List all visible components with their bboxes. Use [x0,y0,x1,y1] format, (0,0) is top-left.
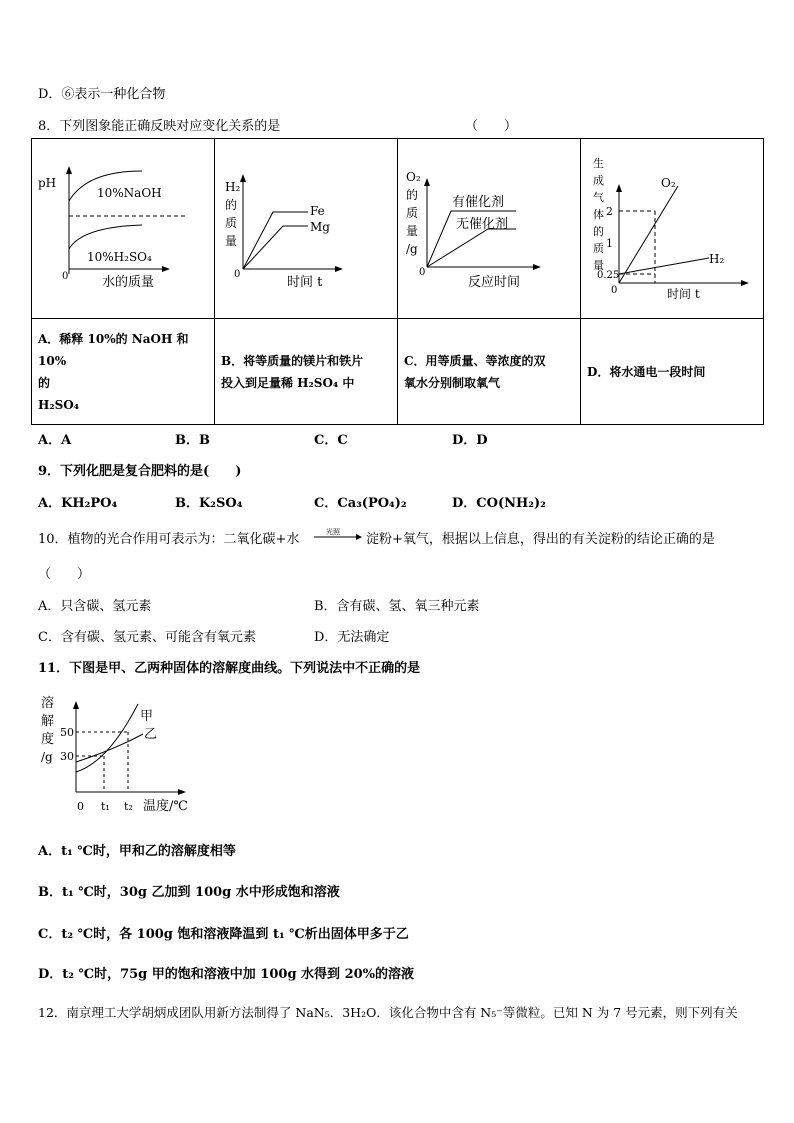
graph-d-tick-2: 2 [606,205,613,218]
caption-d [581,319,764,425]
graph-d-o2-label: O₂ [661,176,676,190]
caption-c [398,319,581,425]
graph-a-naoh-label: 10%NaOH [97,186,162,200]
q8-option-d[interactable]: D．D [452,433,488,448]
caption-c-line-2: 氧水分别制取氧气 [404,375,501,390]
q9-option-b[interactable]: B．K₂SO₄ [175,496,243,511]
graph-d-electrolysis [581,139,777,314]
q11-t2: t₂ [124,800,133,813]
graph-a-cell [32,139,215,319]
q11-solubility-graph [38,692,218,820]
question-8-stem: 8．下列图象能正确反映对应变化关系的是 [38,119,281,134]
graph-d-y-char-4: 体 [593,208,604,221]
question-9-stem: 9．下列化肥是复合肥料的是( ) [38,464,242,479]
graph-c-y-char-3: 质 [406,206,419,220]
q10-option-d[interactable]: D．无法确定 [314,630,390,645]
q10-option-b[interactable]: B．含有碳、氢、氧三种元素 [314,599,480,614]
q11-option-a[interactable]: A．t₁ ℃时，甲和乙的溶解度相等 [38,844,236,859]
graph-b-h2-mass [215,139,391,314]
q11-tick-50: 50 [60,726,74,739]
graph-d-y-char-6: 质 [593,242,604,255]
q11-y-char-4: /g [41,750,53,764]
question-10-stem-part2: 淀粉+氧气，根据以上信息，得出的有关淀粉的结论正确的是 [366,532,715,547]
q11-x-label: 温度/℃ [143,799,188,814]
question-10-stem-part1: 10．植物的光合作用可表示为：二氧化碳+水 [38,532,300,547]
graph-c-cell [398,139,581,319]
q11-y-char-3: 度 [41,732,55,747]
graph-d-y-char-2: 成 [593,174,604,187]
caption-b-line-1: B．将等质量的镁片和铁片 [221,353,364,368]
q8-option-b[interactable]: B．B [175,433,210,448]
graph-b-mg-label: Mg [310,220,330,234]
q11-jia-label: 甲 [140,709,154,724]
graph-b-x-label: 时间 t [287,275,323,290]
graph-c-catalyst-label: 有催化剂 [452,195,505,210]
graph-d-x-label: 时间 t [667,287,700,301]
q11-y-char-2: 解 [41,714,55,729]
q8-option-a[interactable]: A．A [38,433,72,448]
question-8-table [31,138,764,425]
graph-b-y-char-4: 量 [225,234,238,248]
question-12-stem: 12．南京理工大学胡炳成团队用新方法制得了 NaN₅．3H₂O．该化合物中含有 N₅⁻等微粒。已知 N 为 7 号元素，则下列有关 [38,1005,738,1020]
caption-b [215,319,398,425]
caption-a-line-2: 的 [38,375,51,390]
graph-d-tick-025: 0.25 [597,270,620,281]
graph-b-cell [215,139,398,319]
q9-option-a[interactable]: A．KH₂PO₄ [38,496,118,511]
graph-b-y-char-1: H₂ [225,180,241,194]
q11-y-char-1: 溶 [41,696,55,711]
graph-d-y-char-7: 量 [593,259,604,272]
graph-a-y-label: pH [38,176,57,190]
graph-c-y-char-1: O₂ [406,170,421,184]
q10-option-c[interactable]: C．含有碳、氢元素、可能含有氧元素 [38,630,256,645]
question-11-stem: 11．下图是甲、乙两种固体的溶解度曲线。下列说法中不正确的是 [38,661,421,676]
graph-c-y-char-5: /g [406,242,418,256]
graph-a-x-label: 水的质量 [102,275,155,290]
caption-c-line-1: C．用等质量、等浓度的双 [404,353,546,368]
graph-a-h2so4-label: 10%H₂SO₄ [87,250,152,264]
graph-d-tick-1: 1 [606,237,613,250]
graph-d-y-char-3: 气 [593,191,604,204]
q11-t1: t₁ [101,800,110,813]
q11-option-d[interactable]: D．t₂ ℃时，75g 甲的饱和溶液中加 100g 水得到 20%的溶液 [38,967,415,982]
q11-origin: 0 [77,800,84,813]
graph-d-y-char-1: 生 [593,157,604,170]
graph-b-y-char-3: 质 [225,216,238,230]
graph-c-y-char-2: 的 [406,188,419,202]
q9-option-c[interactable]: C．Ca₃(PO₄)₂ [314,496,407,511]
q11-yi-label: 乙 [144,727,158,742]
graph-d-h2-label: H₂ [709,252,725,266]
graph-b-y-char-2: 的 [225,198,238,212]
graph-c-origin: 0 [419,267,426,278]
q8-option-c[interactable]: C．C [314,433,348,448]
graph-b-fe-label: Fe [310,204,325,218]
graph-c-o2-mass [398,139,573,314]
question-10-answer-blank: （ ） [38,567,91,582]
q11-option-b[interactable]: B．t₁ ℃时，30g 乙加到 100g 水中形成饱和溶液 [38,885,340,900]
graph-b-origin: 0 [234,269,241,280]
caption-d-line-1: D．将水通电一段时间 [587,364,706,379]
caption-b-line-2: 投入到足量稀 H₂SO₄ 中 [221,375,355,390]
reaction-arrow-label: 光照 [326,528,340,536]
caption-a-line-1: A．稀释 10%的 NaOH 和 10% [38,331,189,368]
question-8-answer-blank: （ ） [465,119,518,134]
caption-a [32,319,215,425]
prev-option-d: D．⑥表示一种化合物 [38,87,166,102]
q11-option-c[interactable]: C．t₂ ℃时，各 100g 饱和溶液降温到 t₁ ℃析出固体甲多于乙 [38,927,409,942]
caption-a-line-3: H₂SO₄ [38,397,79,412]
q10-option-a[interactable]: A．只含碳、氢元素 [38,599,152,614]
graph-c-no-catalyst-label: 无催化剂 [456,217,509,232]
graph-c-x-label: 反应时间 [468,275,521,290]
reaction-arrow [312,526,364,544]
graph-c-y-char-4: 量 [406,224,419,238]
graph-a-ph-dilution [32,139,216,314]
graph-d-cell [581,139,764,319]
q9-option-d[interactable]: D．CO(NH₂)₂ [452,496,546,511]
graph-d-y-char-5: 的 [593,225,604,238]
q11-tick-30: 30 [60,750,74,763]
graph-a-origin: 0 [62,271,69,282]
graph-d-origin: 0 [611,285,618,296]
